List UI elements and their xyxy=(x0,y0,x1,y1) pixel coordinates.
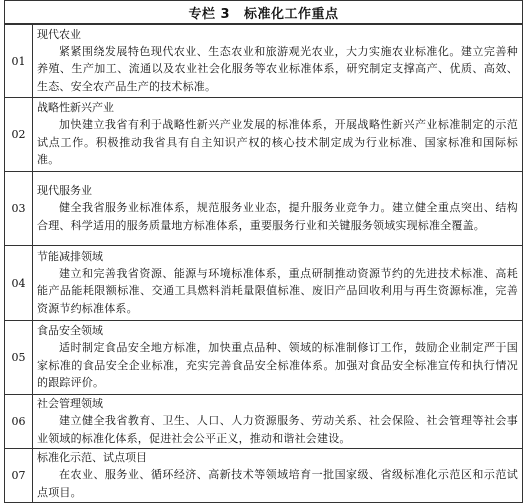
item-description: 适时制定食品安全地方标准，加快重点品种、领域的标准制修订工作，鼓励企业制定严于国家标准的食品安全企业标准，充实完善食品安全标准体系。加强对食品安全标准宣传和执行情况的跟踪评价。 xyxy=(37,341,518,390)
item-description: 健全我省服务业标准体系，规范服务业业态，提升服务业竞争力。建立健全重点突出、结构合理、科学适用的服务质量地方标准体系，重要服务行业和关键服务领域实现标准全覆盖。 xyxy=(37,201,518,232)
table-row xyxy=(5,25,523,98)
item-description: 建立和完善我省资源、能源与环境标准体系，重点研制推动资源节约的先进技术标准、高耗能产品能耗限额标准、交通工具燃料消耗量限值标准、废旧产品回收利用与再生资源标准，完善资源节约标准体系。 xyxy=(37,266,518,315)
row-content xyxy=(33,321,523,395)
table-row xyxy=(5,172,523,246)
table-title: 标准化工作重点 xyxy=(244,6,339,22)
column-label: 专栏 3 xyxy=(188,6,231,22)
focus-table-sheet xyxy=(4,0,523,497)
row-content xyxy=(33,395,523,449)
focus-table xyxy=(4,24,523,503)
row-number: 04 xyxy=(5,246,33,321)
row-number: 01 xyxy=(5,25,33,98)
item-title: 现代农业 xyxy=(37,27,81,41)
item-title: 食品安全领域 xyxy=(37,324,103,338)
row-content xyxy=(33,246,523,321)
row-content xyxy=(33,98,523,172)
table-row xyxy=(5,321,523,395)
table-row xyxy=(5,449,523,503)
item-title: 现代服务业 xyxy=(37,184,92,197)
row-number: 03 xyxy=(5,172,33,246)
item-description: 紧紧围绕发展特色现代农业、生态农业和旅游观光农业，大力实施农业标准化。建立完善种养殖、生产加工、流通以及农业社会化服务等农业标准体系，研究制定支撑高产、优质、高效、生态、安全农产品生产的技术标准。 xyxy=(37,44,518,93)
table-row xyxy=(5,395,523,449)
item-title: 社会管理领域 xyxy=(37,397,103,410)
row-content xyxy=(33,25,523,98)
row-number: 07 xyxy=(5,449,33,503)
row-number: 05 xyxy=(5,321,33,395)
row-content xyxy=(33,449,523,503)
table-caption xyxy=(4,0,523,24)
item-description: 加快建立我省有利于战略性新兴产业发展的标准体系，开展战略性新兴产业标准制定的示范试点工作。积极推动我省具有自主知识产权的核心技术制定成为行业标准、国家标准和国际标准。 xyxy=(37,118,518,167)
item-description: 在农业、服务业、循环经济、高新技术等领域培育一批国家级、省级标准化示范区和示范试点项目。 xyxy=(37,468,518,499)
item-title: 标准化示范、试点项目 xyxy=(37,451,147,464)
row-number: 02 xyxy=(5,98,33,172)
row-content xyxy=(33,172,523,246)
table-row xyxy=(5,98,523,172)
row-number: 06 xyxy=(5,395,33,449)
item-title: 战略性新兴产业 xyxy=(37,101,114,115)
item-description: 建立健全我省教育、卫生、人口、人力资源服务、劳动关系、社会保险、社会管理等社会事业领域的标准化体系，促进社会公平正义，推动和谐社会建设。 xyxy=(37,414,518,445)
item-title: 节能减排领域 xyxy=(37,249,103,263)
table-row xyxy=(5,246,523,321)
